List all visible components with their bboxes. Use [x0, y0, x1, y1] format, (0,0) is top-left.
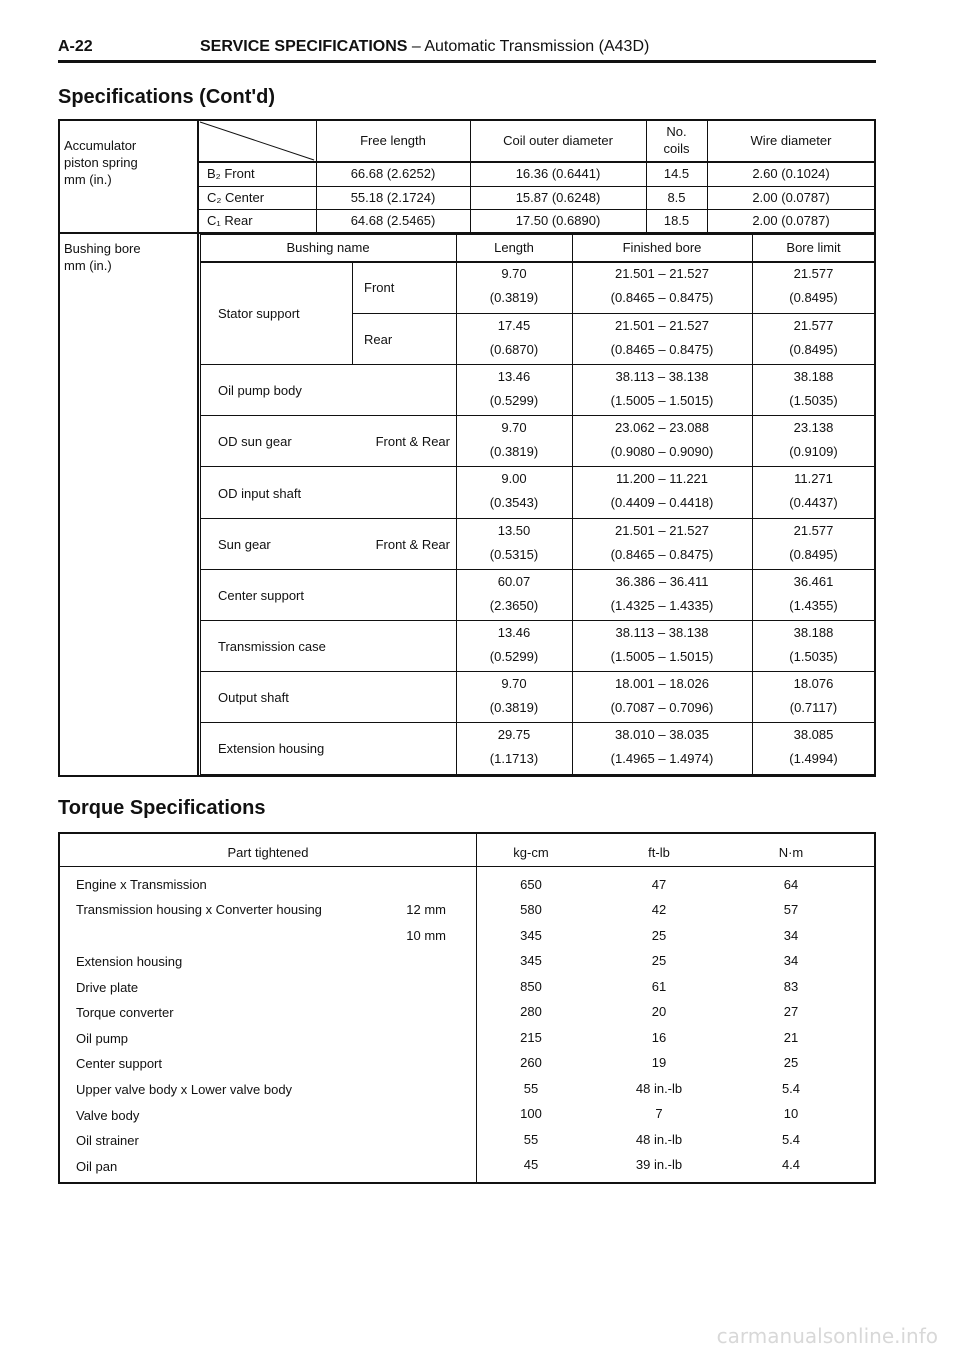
bushing-bore-in: (0.4409 – 0.4418)	[610, 495, 714, 510]
torque-part: Oil pump	[76, 1031, 129, 1046]
bushing-bore-in: (0.8465 – 0.8475)	[610, 547, 714, 562]
bushing-length-in: (0.5315)	[489, 547, 539, 562]
torque-kgcm: 55	[523, 1132, 539, 1147]
torque-nm: 10	[783, 1106, 799, 1121]
header-length: Length	[494, 240, 534, 255]
torque-ftlb: 48 in.-lb	[635, 1081, 683, 1096]
bushing-name: Oil pump body	[218, 383, 302, 398]
acc-row-coils: 14.5	[663, 166, 690, 181]
bushing-name: OD input shaft	[218, 486, 302, 501]
torque-ftlb: 25	[651, 953, 667, 968]
torque-kgcm: 260	[520, 1055, 542, 1070]
accumulator-label-2: piston spring	[64, 155, 138, 170]
torque-ftlb: 61	[651, 979, 667, 994]
bushing-length-in: (0.3543)	[489, 495, 539, 510]
bushing-bore: 36.386 – 36.411	[615, 574, 709, 589]
torque-kgcm: 650	[520, 877, 542, 892]
bushing-limit-in: (0.8495)	[789, 547, 838, 562]
header-kg-cm: kg-cm	[513, 845, 549, 860]
bushing-limit: 18.076	[793, 676, 834, 691]
bushing-bore-in: (1.4325 – 1.4335)	[610, 598, 714, 613]
torque-kgcm: 215	[520, 1030, 542, 1045]
bushing-bore: 21.501 – 21.527	[615, 523, 709, 538]
torque-size: 10 mm	[406, 928, 446, 943]
torque-kgcm: 280	[520, 1004, 542, 1019]
bushing-limit: 21.577	[793, 266, 834, 281]
bushing-bore: 38.113 – 38.138	[615, 625, 709, 640]
bushing-row-rule	[200, 722, 875, 723]
bushing-length-in: (0.6870)	[489, 342, 539, 357]
acc-row-coils: 18.5	[663, 213, 690, 228]
bushing-length-in: (1.1713)	[489, 751, 539, 766]
bushing-row-rule	[200, 415, 875, 416]
bushing-length: 29.75	[497, 727, 531, 742]
header-bushing-name: Bushing name	[286, 240, 370, 255]
torque-part: Valve body	[76, 1108, 140, 1123]
bushing-limit-in: (0.9109)	[789, 444, 838, 459]
acc-row-name: C₁ Rear	[207, 213, 253, 228]
acc-row-rule-2	[198, 209, 875, 210]
bushing-row-rule	[200, 620, 875, 621]
accumulator-label-1: Accumulator	[64, 138, 137, 153]
bushing-length-in: (0.3819)	[489, 700, 539, 715]
torque-size: 12 mm	[406, 902, 446, 917]
bushing-bore: 11.200 – 11.221	[615, 471, 709, 486]
bushing-length: 9.70	[501, 420, 527, 435]
bushing-limit: 38.188	[793, 369, 834, 384]
torque-nm: 57	[783, 902, 799, 917]
bushing-label-2: mm (in.)	[64, 258, 112, 273]
torque-kgcm: 850	[520, 979, 542, 994]
torque-part: Upper valve body x Lower valve body	[76, 1082, 293, 1097]
watermark: carmanualsonline.info	[716, 1324, 938, 1348]
bushing-length: 9.70	[501, 266, 527, 281]
torque-header-rule	[59, 866, 875, 867]
header-part-tightened: Part tightened	[227, 845, 309, 860]
acc-row-coil-od: 15.87 (0.6248)	[515, 190, 601, 205]
acc-row-free-length: 55.18 (2.1724)	[350, 190, 436, 205]
bushing-limit-in: (0.4437)	[789, 495, 838, 510]
acc-row-name: C₂ Center	[207, 190, 265, 205]
bushing-name: Transmission case	[218, 639, 326, 654]
bushing-bore: 23.062 – 23.088	[615, 420, 709, 435]
acc-row-coil-od: 17.50 (0.6890)	[515, 213, 601, 228]
torque-ftlb: 39 in.-lb	[635, 1157, 683, 1172]
bushing-name: Sun gear	[218, 537, 271, 552]
bushing-bore: 21.501 – 21.527	[615, 266, 709, 281]
acc-header-rule	[198, 161, 875, 163]
torque-kgcm: 45	[523, 1157, 539, 1172]
acc-row-free-length: 64.68 (2.5465)	[350, 213, 436, 228]
torque-ftlb: 19	[651, 1055, 667, 1070]
bushing-row-rule	[200, 466, 875, 467]
bushing-header-rule	[200, 261, 875, 263]
torque-part: Oil strainer	[76, 1133, 139, 1148]
torque-part: Engine x Transmission	[76, 877, 207, 892]
torque-kgcm: 345	[520, 928, 542, 943]
torque-ftlb: 7	[655, 1106, 663, 1121]
bushing-sub-name: Front & Rear	[375, 434, 450, 449]
diagonal-header-cell	[198, 120, 316, 162]
bushing-name: Extension housing	[218, 741, 325, 756]
bushing-limit: 38.085	[793, 727, 834, 742]
stator-support-label: Stator support	[218, 306, 300, 321]
bushing-limit: 36.461	[793, 574, 834, 589]
bushing-length: 13.46	[497, 369, 531, 384]
bushing-limit-in: (0.8495)	[789, 342, 838, 357]
torque-nm: 21	[783, 1030, 799, 1045]
bushing-bore-in: (0.9080 – 0.9090)	[610, 444, 714, 459]
acc-row-wire: 2.60 (0.1024)	[752, 166, 830, 181]
torque-ftlb: 20	[651, 1004, 667, 1019]
acc-row-coil-od: 16.36 (0.6441)	[515, 166, 601, 181]
spec-label-divider	[197, 120, 199, 776]
acc-row-wire: 2.00 (0.0787)	[752, 213, 830, 228]
torque-nm: 34	[783, 928, 799, 943]
bushing-sub-name: Front	[364, 280, 395, 295]
header-wire-diameter: Wire diameter	[750, 133, 832, 148]
bushing-bore-in: (0.8465 – 0.8475)	[610, 342, 714, 357]
bushing-length-in: (0.5299)	[489, 649, 539, 664]
bushing-length: 17.45	[497, 318, 531, 333]
acc-row-coils: 8.5	[667, 190, 686, 205]
torque-part: Extension housing	[76, 954, 183, 969]
bushing-bore-in: (1.5005 – 1.5015)	[610, 393, 714, 408]
bushing-bore-in: (1.4965 – 1.4974)	[610, 751, 714, 766]
header-coil-outer-diameter: Coil outer diameter	[503, 133, 613, 148]
bushing-row-rule	[200, 569, 875, 570]
header-title-bold: SERVICE SPECIFICATIONS	[200, 38, 408, 55]
header-bore-limit: Bore limit	[786, 240, 841, 255]
torque-part: Drive plate	[76, 980, 139, 995]
bushing-length: 13.50	[497, 523, 531, 538]
bushing-limit-in: (1.5035)	[789, 649, 838, 664]
bushing-limit: 23.138	[793, 420, 834, 435]
bushing-length-in: (2.3650)	[489, 598, 539, 613]
specifications-title: Specifications (Cont'd)	[58, 86, 275, 108]
torque-nm: 25	[783, 1055, 799, 1070]
bushing-limit-in: (0.7117)	[789, 700, 838, 715]
bushing-bore: 21.501 – 21.527	[615, 318, 709, 333]
torque-nm: 4.4	[781, 1157, 801, 1172]
header-title-rest: – Automatic Transmission (A43D)	[407, 38, 650, 55]
bushing-limit-in: (0.8495)	[789, 290, 838, 305]
torque-kgcm: 345	[520, 953, 542, 968]
torque-specifications-title: Torque Specifications	[58, 797, 266, 819]
header-n-m: N·m	[778, 845, 804, 860]
torque-nm: 5.4	[781, 1132, 801, 1147]
torque-part: Oil pan	[76, 1159, 118, 1174]
header-ft-lb: ft-lb	[648, 845, 670, 860]
torque-nm: 5.4	[781, 1081, 801, 1096]
torque-nm: 83	[783, 979, 799, 994]
page-header-title	[200, 38, 649, 56]
bushing-name: Output shaft	[218, 690, 289, 705]
bushing-sub-name: Front & Rear	[375, 537, 450, 552]
bushing-row-rule	[200, 671, 875, 672]
header-no: No.	[666, 124, 687, 139]
header-finished-bore: Finished bore	[622, 240, 702, 255]
bushing-length: 9.00	[501, 471, 527, 486]
bushing-row-rule	[200, 518, 875, 519]
bushing-name: OD sun gear	[218, 434, 292, 449]
torque-part: Center support	[76, 1056, 162, 1071]
header-free-length: Free length	[360, 133, 426, 148]
bushing-limit: 11.271	[794, 471, 833, 486]
bushing-length: 9.70	[501, 676, 527, 691]
bushing-length-in: (0.5299)	[489, 393, 539, 408]
acc-row-free-length: 66.68 (2.6252)	[350, 166, 436, 181]
bushing-length: 60.07	[497, 574, 531, 589]
torque-nm: 27	[783, 1004, 799, 1019]
torque-ftlb: 48 in.-lb	[635, 1132, 683, 1147]
accumulator-label-3: mm (in.)	[64, 172, 112, 187]
bushing-row-rule	[352, 313, 875, 314]
bushing-label-1: Bushing bore	[64, 241, 141, 256]
bushing-bore-in: (0.8465 – 0.8475)	[610, 290, 714, 305]
torque-ftlb: 42	[651, 902, 667, 917]
torque-kgcm: 100	[520, 1106, 542, 1121]
torque-nm: 34	[783, 953, 799, 968]
bushing-limit-in: (1.5035)	[789, 393, 838, 408]
torque-part: Transmission housing x Converter housing	[76, 902, 322, 917]
header-rule	[58, 60, 876, 63]
torque-part: Torque converter	[76, 1005, 174, 1020]
page-number: A-22	[58, 38, 93, 55]
bushing-length-in: (0.3819)	[489, 444, 539, 459]
bushing-limit: 21.577	[793, 523, 834, 538]
torque-ftlb: 25	[651, 928, 667, 943]
acc-row-wire: 2.00 (0.0787)	[752, 190, 830, 205]
torque-kgcm: 580	[520, 902, 542, 917]
acc-row-name: B₂ Front	[207, 166, 255, 181]
torque-nm: 64	[783, 877, 799, 892]
bushing-length-in: (0.3819)	[489, 290, 539, 305]
bushing-bore: 18.001 – 18.026	[615, 676, 709, 691]
acc-row-rule-1	[198, 186, 875, 187]
bushing-sub-name: Rear	[364, 332, 393, 347]
torque-ftlb: 47	[651, 877, 667, 892]
torque-kgcm: 55	[523, 1081, 539, 1096]
header-coils: coils	[663, 141, 690, 156]
torque-ftlb: 16	[651, 1030, 667, 1045]
bushing-bore-in: (1.5005 – 1.5015)	[610, 649, 714, 664]
bushing-bore-in: (0.7087 – 0.7096)	[610, 700, 714, 715]
bushing-limit: 21.577	[793, 318, 834, 333]
bushing-name: Center support	[218, 588, 304, 603]
bushing-row-rule	[200, 364, 875, 365]
bushing-limit-in: (1.4994)	[789, 751, 838, 766]
bushing-limit-in: (1.4355)	[789, 598, 838, 613]
bushing-length: 13.46	[497, 625, 531, 640]
bushing-bore: 38.113 – 38.138	[615, 369, 709, 384]
torque-col-divider	[476, 833, 477, 1183]
bushing-bore: 38.010 – 38.035	[615, 727, 709, 742]
bushing-limit: 38.188	[793, 625, 834, 640]
